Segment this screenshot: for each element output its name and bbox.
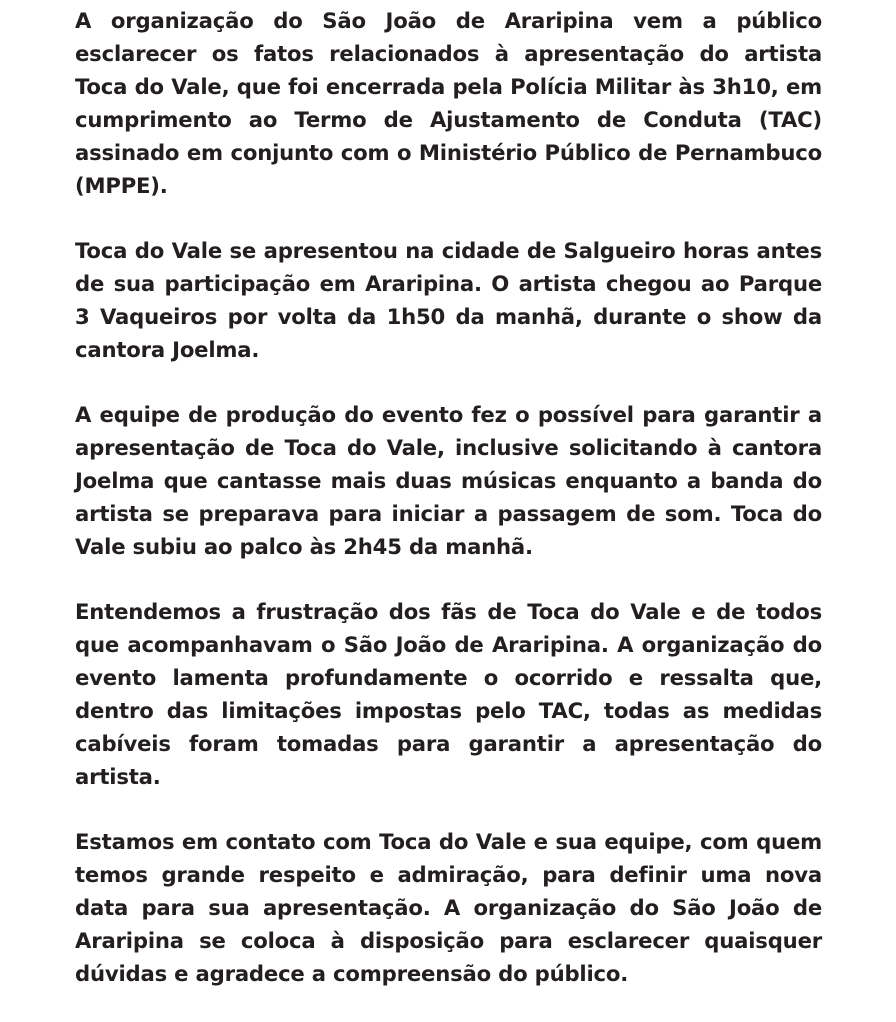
paragraph-4: Entendemos a frustração dos fãs de Toca do Vale e de todos que acompanhavam o São João de Araripina. A organização do evento lamenta profundamente o ocorrido e ressalta que, dentro das limitações impostas pelo TAC, todas as medidas cabíveis foram tomadas para garantir a apresentação do artista. <box>75 599 822 789</box>
paragraph-3: A equipe de produção do evento fez o possível para garantir a apresentação de Toca do Vale, inclusive solicitando à cantora Joelma que cantasse mais duas músicas enquanto a banda do artista se preparava para iniciar a passagem de som. Toca do Vale subiu ao palco às 2h45 da manhã. <box>75 402 822 559</box>
paragraph-2: Toca do Vale se apresentou na cidade de Salgueiro horas antes de sua participação em Araripina. O artista chegou ao Parque 3 Vaqueiros por volta da 1h50 da manhã, durante o show da cantora Joelma. <box>75 238 822 362</box>
paragraph-1: A organização do São João de Araripina vem a público esclarecer os fatos relacionados à apresentação do artista Toca do Vale, que foi encerrada pela Polícia Militar às 3h10, em cumprimento ao Termo de Ajustamento de Conduta (TAC) assinado em conjunto com o Ministério Público de Pernambuco (MPPE). <box>75 8 822 198</box>
statement-document <box>75 4 822 1022</box>
paragraph-5: Estamos em contato com Toca do Vale e sua equipe, com quem temos grande respeito e admiração, para definir uma nova data para sua apresentação. A organização do São João de Araripina se coloca à disposição para esclarecer quaisquer dúvidas e agradece a compreensão do público. <box>75 829 822 986</box>
